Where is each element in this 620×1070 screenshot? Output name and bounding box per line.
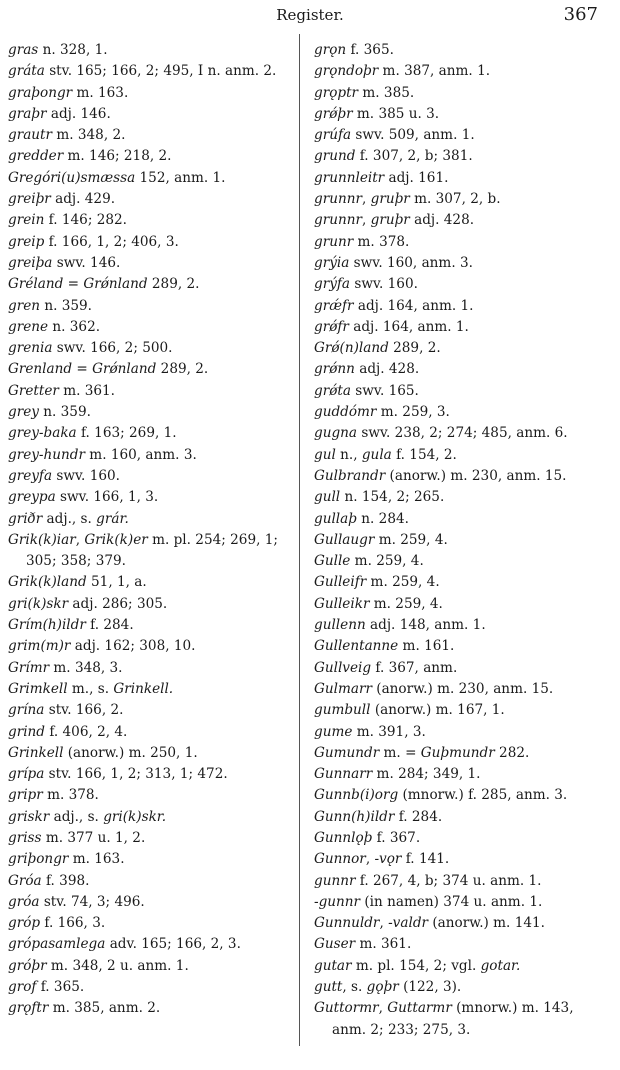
column-divider — [299, 34, 300, 1046]
register-entry: gredder m. 146; 218, 2. — [8, 148, 172, 165]
register-entry: gren n. 359. — [8, 297, 92, 314]
register-entry: Gulbrandr (anorw.) m. 230, anm. 15. — [314, 467, 567, 484]
register-entry: grunnleitr adj. 161. — [314, 169, 449, 186]
register-entry: grey-hundr m. 160, anm. 3. — [8, 446, 197, 463]
register-entry: gutt, s. gǫþr (122, 3). — [314, 979, 462, 996]
register-entry: Gunnor, -vǫr f. 141. — [314, 851, 450, 868]
register-entry: grǿta swv. 165. — [314, 382, 419, 399]
register-entry: grene n. 362. — [8, 318, 101, 335]
register-entry: grúfa swv. 509, anm. 1. — [314, 127, 475, 144]
register-entry: Gulmarr (anorw.) m. 230, anm. 15. — [314, 680, 554, 697]
register-entry: greip f. 166, 1, 2; 406, 3. — [8, 233, 179, 250]
register-entry: grýfa swv. 160. — [314, 276, 418, 293]
register-entry: grǿnn adj. 428. — [314, 361, 420, 378]
register-entry: greypa swv. 166, 1, 3. — [8, 489, 159, 506]
register-entry: Grik(k)iar, Grik(k)er m. pl. 254; 269, 1; 305; 358; 379. — [8, 531, 278, 570]
register-entry: gull n. 154, 2; 265. — [314, 489, 445, 506]
register-entry: grǿfr adj. 164, anm. 1. — [314, 318, 469, 335]
register-entry: grǽfr adj. 164, anm. 1. — [314, 297, 474, 314]
running-title: Register. — [276, 6, 344, 24]
register-entry: Gulleifr m. 259, 4. — [314, 574, 440, 591]
register-entry: gróþr m. 348, 2 u. anm. 1. — [8, 957, 189, 974]
register-entry: Grǿ(n)land 289, 2. — [314, 340, 441, 357]
register-entry: gunnr f. 267, 4, b; 374 u. anm. 1. — [314, 872, 542, 889]
register-entry: grǫn f. 365. — [314, 42, 394, 58]
register-entry: gripr m. 378. — [8, 787, 99, 804]
register-entry: gumbull (anorw.) m. 167, 1. — [314, 702, 505, 719]
register-entry: Gullaugr m. 259, 4. — [314, 531, 448, 548]
register-entry: grunnr, gruþr adj. 428. — [314, 212, 475, 229]
register-entry: greiþr adj. 429. — [8, 191, 116, 208]
register-entry: gráta stv. 165; 166, 2; 495, I n. anm. 2. — [8, 63, 277, 80]
register-entry: grípa stv. 166, 1, 2; 313, 1; 472. — [8, 766, 228, 783]
register-entry: gugna swv. 238, 2; 274; 485, anm. 6. — [314, 425, 568, 442]
register-entry: Grenland = Grǿnland 289, 2. — [8, 361, 209, 378]
page-header — [0, 4, 620, 28]
register-entry: Gunnb(i)org (mnorw.) f. 285, anm. 3. — [314, 787, 568, 804]
register-entry: grópasamlega adv. 165; 166, 2, 3. — [8, 936, 241, 953]
register-entry: griðr adj., s. grár. — [8, 510, 129, 527]
register-entry: Gulle m. 259, 4. — [314, 553, 424, 570]
register-entry: Gregóri(u)smæssa 152, anm. 1. — [8, 169, 226, 186]
register-entry: guddómr m. 259, 3. — [314, 404, 450, 421]
register-entry: grýia swv. 160, anm. 3. — [314, 254, 473, 271]
register-entry: grína stv. 166, 2. — [8, 702, 124, 719]
register-entry: Grik(k)land 51, 1, a. — [8, 574, 147, 591]
register-entry: grunnr, gruþr m. 307, 2, b. — [314, 191, 501, 208]
register-entry: Grímr m. 348, 3. — [8, 659, 123, 676]
register-entry: grǿþr m. 385 u. 3. — [314, 105, 440, 122]
register-entry: greyfa swv. 160. — [8, 467, 120, 484]
register-entry: gul n., gula f. 154, 2. — [314, 446, 457, 463]
register-entry: Gulleikr m. 259, 4. — [314, 595, 443, 612]
register-entry: gras n. 328, 1. — [8, 42, 108, 58]
register-entry: grǫndoþr m. 387, anm. 1. — [314, 63, 491, 80]
register-entry: grey n. 359. — [8, 404, 91, 421]
register-entry: Gullveig f. 367, anm. — [314, 659, 458, 676]
register-entry: Gunnlǫþ f. 367. — [314, 829, 421, 846]
register-entry: grein f. 146; 282. — [8, 212, 127, 229]
right-column — [314, 40, 598, 1041]
left-column — [8, 40, 290, 1020]
register-entry: Gréland = Grǿnland 289, 2. — [8, 276, 200, 293]
register-entry: grenia swv. 166, 2; 500. — [8, 340, 173, 357]
register-entry: Guttormr, Guttarmr (mnorw.) m. 143, anm. 2; 233; 275, 3. — [314, 1000, 574, 1038]
register-entry: Gumundr m. = Guþmundr 282. — [314, 744, 530, 761]
register-entry: gróp f. 166, 3. — [8, 915, 106, 932]
register-entry: gume m. 391, 3. — [314, 723, 426, 740]
register-entry: graþongr m. 163. — [8, 84, 129, 101]
register-entry: Grimkell m., s. Grinkell. — [8, 680, 174, 697]
register-entry: grǫptr m. 385. — [314, 84, 415, 101]
register-entry: gri(k)skr adj. 286; 305. — [8, 595, 168, 612]
register-entry: gutar m. pl. 154, 2; vgl. gotar. — [314, 957, 521, 974]
register-entry: grind f. 406, 2, 4. — [8, 723, 128, 740]
register-entry: Grím(h)ildr f. 284. — [8, 617, 134, 634]
register-entry: grim(m)r adj. 162; 308, 10. — [8, 638, 196, 655]
register-entry: grund f. 307, 2, b; 381. — [314, 148, 473, 165]
register-entry: greiþa swv. 146. — [8, 254, 121, 271]
register-entry: grof f. 365. — [8, 979, 85, 996]
register-entry: Guser m. 361. — [314, 936, 412, 953]
register-entry: gullaþ n. 284. — [314, 510, 409, 527]
register-entry: Gunn(h)ildr f. 284. — [314, 808, 443, 825]
register-entry: Gunnuldr, -valdr (anorw.) m. 141. — [314, 915, 545, 932]
register-entry: gróa stv. 74, 3; 496. — [8, 893, 145, 910]
register-entry: grey-baka f. 163; 269, 1. — [8, 425, 177, 442]
register-entry: Gróa f. 398. — [8, 872, 90, 889]
register-entry: grunr m. 378. — [314, 233, 410, 250]
register-entry: griskr adj., s. gri(k)skr. — [8, 808, 167, 825]
register-entry: -gunnr (in namen) 374 u. anm. 1. — [314, 893, 543, 910]
register-entry: grǫftr m. 385, anm. 2. — [8, 1000, 161, 1017]
register-entry: Gretter m. 361. — [8, 382, 115, 399]
register-entry: Grinkell (anorw.) m. 250, 1. — [8, 744, 198, 761]
register-entry: griþongr m. 163. — [8, 851, 125, 868]
register-entry: graþr adj. 146. — [8, 105, 111, 122]
register-entry: Gunnarr m. 284; 349, 1. — [314, 766, 481, 783]
register-entry: grautr m. 348, 2. — [8, 127, 126, 144]
register-entry: gullenn adj. 148, anm. 1. — [314, 617, 486, 634]
register-entry: griss m. 377 u. 1, 2. — [8, 829, 146, 846]
page-number: 367 — [563, 4, 598, 25]
register-entry: Gullentanne m. 161. — [314, 638, 455, 655]
